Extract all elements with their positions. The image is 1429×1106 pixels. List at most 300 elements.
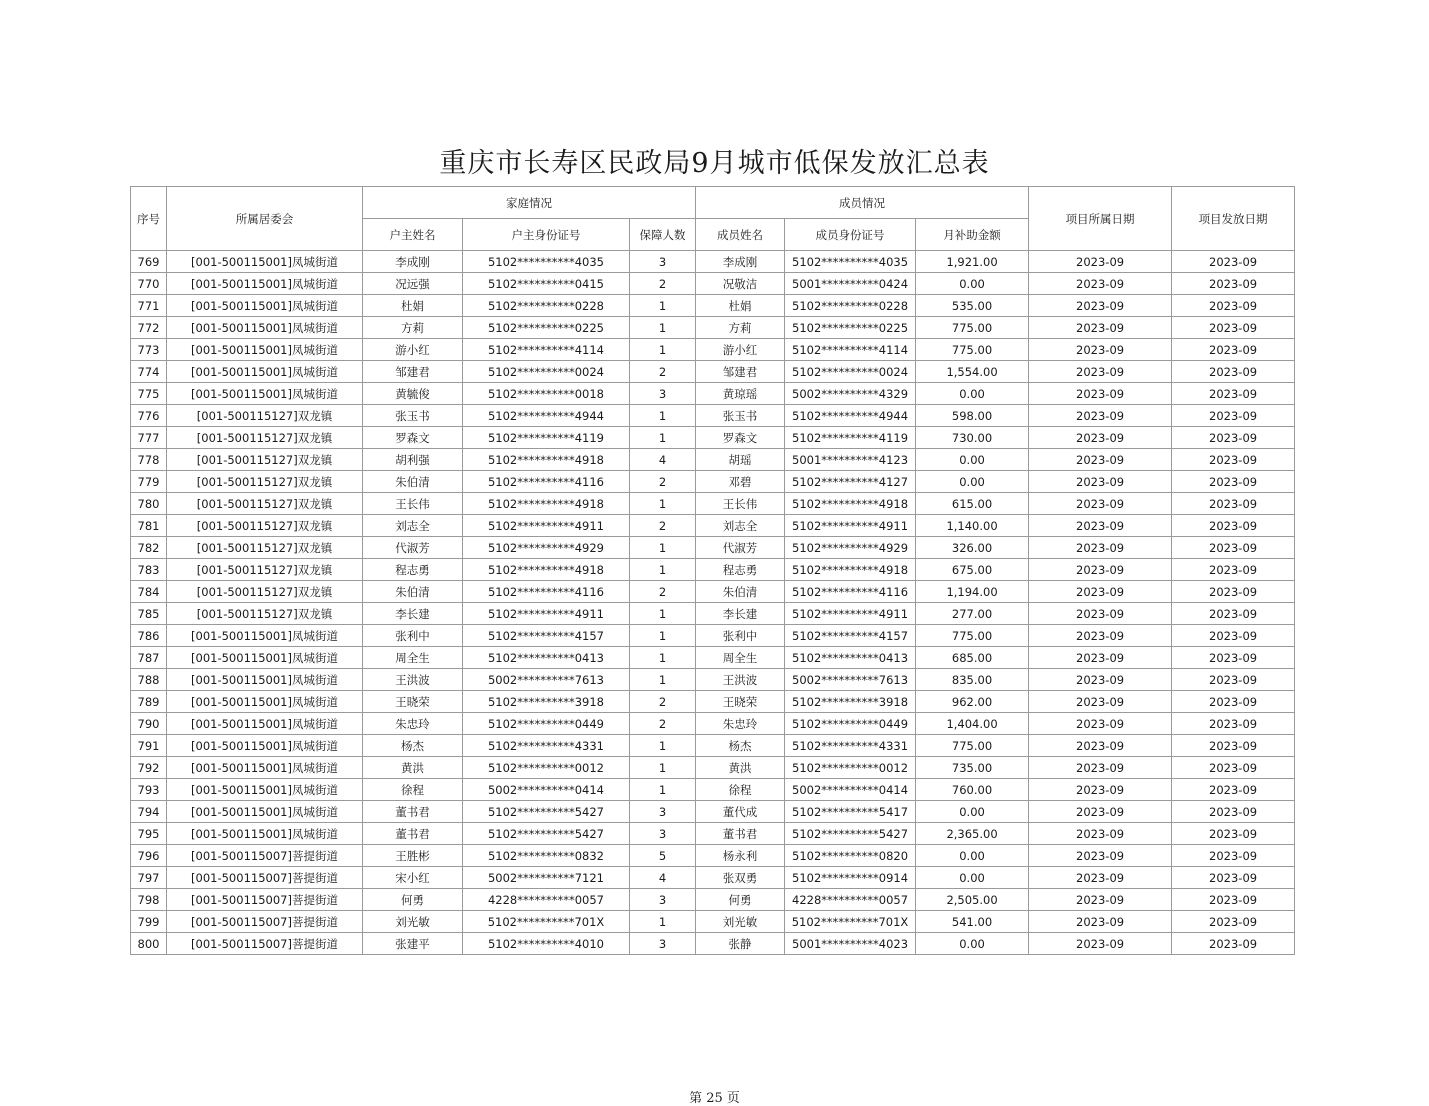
page-title: 重庆市长寿区民政局9月城市低保发放汇总表 — [439, 148, 990, 179]
people-cell: 2 — [630, 273, 696, 295]
people-cell: 4 — [630, 867, 696, 889]
people-cell: 3 — [630, 823, 696, 845]
table-row — [131, 581, 1295, 603]
head-id-cell: 5002**********7121 — [463, 867, 630, 889]
issue-date-cell: 2023-09 — [1172, 295, 1295, 317]
amount-cell: 1,194.00 — [916, 581, 1029, 603]
member-name-cell: 董书君 — [696, 823, 785, 845]
table-row — [131, 867, 1295, 889]
head-name-cell: 方莉 — [363, 317, 463, 339]
member-name-cell: 代淑芳 — [696, 537, 785, 559]
people-cell: 1 — [630, 603, 696, 625]
issue-date-cell: 2023-09 — [1172, 449, 1295, 471]
issue-date-cell: 2023-09 — [1172, 801, 1295, 823]
project-date-cell: 2023-09 — [1029, 273, 1172, 295]
member-name-cell: 朱伯清 — [696, 581, 785, 603]
member-id-cell: 5102**********0024 — [785, 361, 916, 383]
table-row — [131, 757, 1295, 779]
head-name-cell: 胡利强 — [363, 449, 463, 471]
issue-date-cell: 2023-09 — [1172, 823, 1295, 845]
table-row — [131, 801, 1295, 823]
table-row — [131, 933, 1295, 955]
member-id-cell: 5102**********4114 — [785, 339, 916, 361]
table-row — [131, 647, 1295, 669]
amount-cell: 775.00 — [916, 735, 1029, 757]
people-cell: 5 — [630, 845, 696, 867]
committee-cell: [001-500115001]凤城街道 — [167, 251, 363, 273]
head-name-cell: 张利中 — [363, 625, 463, 647]
committee-cell: [001-500115001]凤城街道 — [167, 625, 363, 647]
member-name-cell: 张双勇 — [696, 867, 785, 889]
committee-cell: [001-500115127]双龙镇 — [167, 537, 363, 559]
people-cell: 1 — [630, 339, 696, 361]
issue-date-cell: 2023-09 — [1172, 581, 1295, 603]
issue-date-cell: 2023-09 — [1172, 405, 1295, 427]
member-name-cell: 邹建君 — [696, 361, 785, 383]
people-cell: 2 — [630, 581, 696, 603]
table-row — [131, 295, 1295, 317]
issue-date-cell: 2023-09 — [1172, 845, 1295, 867]
amount-cell: 760.00 — [916, 779, 1029, 801]
seq-cell: 786 — [131, 625, 167, 647]
issue-date-cell: 2023-09 — [1172, 339, 1295, 361]
member-id-cell: 5001**********4023 — [785, 933, 916, 955]
member-id-cell: 5001**********4123 — [785, 449, 916, 471]
head-name-cell: 周全生 — [363, 647, 463, 669]
head-id-cell: 5102**********0413 — [463, 647, 630, 669]
people-cell: 3 — [630, 251, 696, 273]
member-id-cell: 5102**********4918 — [785, 493, 916, 515]
member-name-cell: 游小红 — [696, 339, 785, 361]
amount-cell: 0.00 — [916, 449, 1029, 471]
people-cell: 1 — [630, 735, 696, 757]
head-id-cell: 5102**********4035 — [463, 251, 630, 273]
member-id-cell: 5002**********0414 — [785, 779, 916, 801]
project-date-cell: 2023-09 — [1029, 559, 1172, 581]
page-number: 第 25 页 — [689, 1091, 740, 1106]
seq-cell: 769 — [131, 251, 167, 273]
seq-cell: 784 — [131, 581, 167, 603]
project-date-cell: 2023-09 — [1029, 361, 1172, 383]
member-name-cell: 邓碧 — [696, 471, 785, 493]
head-id-cell: 5102**********4119 — [463, 427, 630, 449]
member-id-cell: 5102**********0914 — [785, 867, 916, 889]
amount-cell: 675.00 — [916, 559, 1029, 581]
head-name-cell: 罗森文 — [363, 427, 463, 449]
amount-cell: 0.00 — [916, 801, 1029, 823]
member-id-cell: 5102**********0413 — [785, 647, 916, 669]
amount-cell: 685.00 — [916, 647, 1029, 669]
head-id-cell: 5102**********0012 — [463, 757, 630, 779]
people-cell: 1 — [630, 779, 696, 801]
member-id-cell: 5102**********4911 — [785, 603, 916, 625]
committee-cell: [001-500115001]凤城街道 — [167, 383, 363, 405]
member-name-cell: 刘光敏 — [696, 911, 785, 933]
head-name-cell: 王胜彬 — [363, 845, 463, 867]
amount-cell: 775.00 — [916, 339, 1029, 361]
header-head-name: 户主姓名 — [363, 219, 463, 251]
head-name-cell: 朱忠玲 — [363, 713, 463, 735]
amount-cell: 0.00 — [916, 383, 1029, 405]
committee-cell: [001-500115127]双龙镇 — [167, 559, 363, 581]
people-cell: 1 — [630, 669, 696, 691]
seq-cell: 792 — [131, 757, 167, 779]
issue-date-cell: 2023-09 — [1172, 251, 1295, 273]
committee-cell: [001-500115001]凤城街道 — [167, 779, 363, 801]
amount-cell: 535.00 — [916, 295, 1029, 317]
people-cell: 3 — [630, 383, 696, 405]
issue-date-cell: 2023-09 — [1172, 427, 1295, 449]
header-head-id: 户主身份证号 — [463, 219, 630, 251]
member-id-cell: 5102**********0228 — [785, 295, 916, 317]
member-name-cell: 朱忠玲 — [696, 713, 785, 735]
seq-cell: 790 — [131, 713, 167, 735]
project-date-cell: 2023-09 — [1029, 647, 1172, 669]
amount-cell: 0.00 — [916, 933, 1029, 955]
head-name-cell: 何勇 — [363, 889, 463, 911]
project-date-cell: 2023-09 — [1029, 845, 1172, 867]
project-date-cell: 2023-09 — [1029, 581, 1172, 603]
seq-cell: 800 — [131, 933, 167, 955]
head-name-cell: 王晓荣 — [363, 691, 463, 713]
committee-cell: [001-500115007]菩提街道 — [167, 845, 363, 867]
people-cell: 2 — [630, 713, 696, 735]
committee-cell: [001-500115001]凤城街道 — [167, 713, 363, 735]
head-id-cell: 4228**********0057 — [463, 889, 630, 911]
member-id-cell: 5102**********4918 — [785, 559, 916, 581]
issue-date-cell: 2023-09 — [1172, 537, 1295, 559]
seq-cell: 778 — [131, 449, 167, 471]
seq-cell: 772 — [131, 317, 167, 339]
head-id-cell: 5102**********701X — [463, 911, 630, 933]
head-id-cell: 5102**********4944 — [463, 405, 630, 427]
project-date-cell: 2023-09 — [1029, 911, 1172, 933]
issue-date-cell: 2023-09 — [1172, 361, 1295, 383]
table-row — [131, 361, 1295, 383]
committee-cell: [001-500115001]凤城街道 — [167, 273, 363, 295]
people-cell: 1 — [630, 757, 696, 779]
member-name-cell: 徐程 — [696, 779, 785, 801]
table-row — [131, 537, 1295, 559]
head-id-cell: 5102**********4010 — [463, 933, 630, 955]
project-date-cell: 2023-09 — [1029, 625, 1172, 647]
issue-date-cell: 2023-09 — [1172, 647, 1295, 669]
member-name-cell: 胡瑶 — [696, 449, 785, 471]
people-cell: 1 — [630, 559, 696, 581]
head-name-cell: 徐程 — [363, 779, 463, 801]
committee-cell: [001-500115127]双龙镇 — [167, 471, 363, 493]
amount-cell: 326.00 — [916, 537, 1029, 559]
project-date-cell: 2023-09 — [1029, 405, 1172, 427]
member-id-cell: 5001**********0424 — [785, 273, 916, 295]
member-id-cell: 4228**********0057 — [785, 889, 916, 911]
head-id-cell: 5002**********7613 — [463, 669, 630, 691]
header-family-group: 家庭情况 — [363, 187, 696, 219]
seq-cell: 781 — [131, 515, 167, 537]
member-id-cell: 5102**********4116 — [785, 581, 916, 603]
head-name-cell: 邹建君 — [363, 361, 463, 383]
amount-cell: 598.00 — [916, 405, 1029, 427]
head-name-cell: 王洪波 — [363, 669, 463, 691]
issue-date-cell: 2023-09 — [1172, 515, 1295, 537]
member-name-cell: 王长伟 — [696, 493, 785, 515]
head-name-cell: 张玉书 — [363, 405, 463, 427]
issue-date-cell: 2023-09 — [1172, 625, 1295, 647]
member-id-cell: 5102**********4911 — [785, 515, 916, 537]
head-id-cell: 5002**********0414 — [463, 779, 630, 801]
member-id-cell: 5002**********4329 — [785, 383, 916, 405]
amount-cell: 2,505.00 — [916, 889, 1029, 911]
seq-cell: 795 — [131, 823, 167, 845]
committee-cell: [001-500115001]凤城街道 — [167, 669, 363, 691]
committee-cell: [001-500115127]双龙镇 — [167, 603, 363, 625]
head-id-cell: 5102**********3918 — [463, 691, 630, 713]
project-date-cell: 2023-09 — [1029, 383, 1172, 405]
table-row — [131, 691, 1295, 713]
seq-cell: 797 — [131, 867, 167, 889]
head-id-cell: 5102**********4918 — [463, 449, 630, 471]
table-row — [131, 603, 1295, 625]
head-name-cell: 刘志全 — [363, 515, 463, 537]
seq-cell: 770 — [131, 273, 167, 295]
member-name-cell: 刘志全 — [696, 515, 785, 537]
header-issue-date: 项目发放日期 — [1172, 187, 1295, 251]
amount-cell: 0.00 — [916, 471, 1029, 493]
member-name-cell: 黄琼瑶 — [696, 383, 785, 405]
people-cell: 1 — [630, 405, 696, 427]
project-date-cell: 2023-09 — [1029, 449, 1172, 471]
member-name-cell: 王晓荣 — [696, 691, 785, 713]
seq-cell: 771 — [131, 295, 167, 317]
amount-cell: 835.00 — [916, 669, 1029, 691]
head-id-cell: 5102**********4929 — [463, 537, 630, 559]
head-name-cell: 朱伯清 — [363, 471, 463, 493]
member-name-cell: 黄洪 — [696, 757, 785, 779]
header-amount: 月补助金额 — [916, 219, 1029, 251]
member-id-cell: 5102**********4035 — [785, 251, 916, 273]
project-date-cell: 2023-09 — [1029, 801, 1172, 823]
member-name-cell: 方莉 — [696, 317, 785, 339]
committee-cell: [001-500115127]双龙镇 — [167, 515, 363, 537]
people-cell: 1 — [630, 317, 696, 339]
head-id-cell: 5102**********0228 — [463, 295, 630, 317]
seq-cell: 788 — [131, 669, 167, 691]
amount-cell: 541.00 — [916, 911, 1029, 933]
seq-cell: 782 — [131, 537, 167, 559]
head-id-cell: 5102**********4116 — [463, 471, 630, 493]
committee-cell: [001-500115001]凤城街道 — [167, 295, 363, 317]
head-name-cell: 游小红 — [363, 339, 463, 361]
allowance-table — [130, 186, 1295, 955]
people-cell: 3 — [630, 889, 696, 911]
seq-cell: 794 — [131, 801, 167, 823]
project-date-cell: 2023-09 — [1029, 713, 1172, 735]
seq-cell: 780 — [131, 493, 167, 515]
head-id-cell: 5102**********4157 — [463, 625, 630, 647]
header-member-id: 成员身份证号 — [785, 219, 916, 251]
table-body — [131, 251, 1295, 955]
seq-cell: 798 — [131, 889, 167, 911]
project-date-cell: 2023-09 — [1029, 339, 1172, 361]
issue-date-cell: 2023-09 — [1172, 471, 1295, 493]
committee-cell: [001-500115007]菩提街道 — [167, 867, 363, 889]
committee-cell: [001-500115001]凤城街道 — [167, 823, 363, 845]
project-date-cell: 2023-09 — [1029, 251, 1172, 273]
amount-cell: 962.00 — [916, 691, 1029, 713]
project-date-cell: 2023-09 — [1029, 317, 1172, 339]
member-id-cell: 5102**********4331 — [785, 735, 916, 757]
people-cell: 2 — [630, 691, 696, 713]
project-date-cell: 2023-09 — [1029, 295, 1172, 317]
seq-cell: 799 — [131, 911, 167, 933]
head-name-cell: 董书君 — [363, 823, 463, 845]
issue-date-cell: 2023-09 — [1172, 779, 1295, 801]
member-name-cell: 张静 — [696, 933, 785, 955]
table-row — [131, 779, 1295, 801]
people-cell: 2 — [630, 471, 696, 493]
amount-cell: 615.00 — [916, 493, 1029, 515]
amount-cell: 775.00 — [916, 317, 1029, 339]
member-name-cell: 杨杰 — [696, 735, 785, 757]
member-name-cell: 李长建 — [696, 603, 785, 625]
people-cell: 4 — [630, 449, 696, 471]
amount-cell: 1,554.00 — [916, 361, 1029, 383]
people-cell: 1 — [630, 295, 696, 317]
head-id-cell: 5102**********0024 — [463, 361, 630, 383]
head-id-cell: 5102**********0832 — [463, 845, 630, 867]
table-row — [131, 493, 1295, 515]
project-date-cell: 2023-09 — [1029, 735, 1172, 757]
committee-cell: [001-500115007]菩提街道 — [167, 933, 363, 955]
project-date-cell: 2023-09 — [1029, 823, 1172, 845]
amount-cell: 730.00 — [916, 427, 1029, 449]
member-id-cell: 5102**********0449 — [785, 713, 916, 735]
head-name-cell: 况远强 — [363, 273, 463, 295]
head-id-cell: 5102**********0225 — [463, 317, 630, 339]
member-name-cell: 杨永利 — [696, 845, 785, 867]
table-row — [131, 251, 1295, 273]
issue-date-cell: 2023-09 — [1172, 493, 1295, 515]
committee-cell: [001-500115001]凤城街道 — [167, 801, 363, 823]
head-name-cell: 李长建 — [363, 603, 463, 625]
issue-date-cell: 2023-09 — [1172, 691, 1295, 713]
people-cell: 3 — [630, 801, 696, 823]
table-row — [131, 669, 1295, 691]
member-id-cell: 5102**********4127 — [785, 471, 916, 493]
issue-date-cell: 2023-09 — [1172, 735, 1295, 757]
head-name-cell: 李成刚 — [363, 251, 463, 273]
amount-cell: 0.00 — [916, 845, 1029, 867]
head-id-cell: 5102**********4114 — [463, 339, 630, 361]
head-name-cell: 宋小红 — [363, 867, 463, 889]
header-member-name: 成员姓名 — [696, 219, 785, 251]
issue-date-cell: 2023-09 — [1172, 669, 1295, 691]
seq-cell: 793 — [131, 779, 167, 801]
member-id-cell: 5102**********0225 — [785, 317, 916, 339]
committee-cell: [001-500115001]凤城街道 — [167, 691, 363, 713]
head-name-cell: 程志勇 — [363, 559, 463, 581]
head-id-cell: 5102**********4911 — [463, 603, 630, 625]
committee-cell: [001-500115127]双龙镇 — [167, 449, 363, 471]
member-name-cell: 况敬洁 — [696, 273, 785, 295]
member-name-cell: 董代成 — [696, 801, 785, 823]
head-name-cell: 代淑芳 — [363, 537, 463, 559]
head-name-cell: 张建平 — [363, 933, 463, 955]
committee-cell: [001-500115001]凤城街道 — [167, 339, 363, 361]
seq-cell: 773 — [131, 339, 167, 361]
member-id-cell: 5102**********701X — [785, 911, 916, 933]
member-id-cell: 5102**********4119 — [785, 427, 916, 449]
header-seq: 序号 — [131, 187, 167, 251]
header-project-date: 项目所属日期 — [1029, 187, 1172, 251]
committee-cell: [001-500115001]凤城街道 — [167, 317, 363, 339]
table-row — [131, 559, 1295, 581]
table-row — [131, 735, 1295, 757]
head-id-cell: 5102**********0018 — [463, 383, 630, 405]
seq-cell: 791 — [131, 735, 167, 757]
member-id-cell: 5102**********5427 — [785, 823, 916, 845]
member-id-cell: 5102**********0820 — [785, 845, 916, 867]
issue-date-cell: 2023-09 — [1172, 889, 1295, 911]
issue-date-cell: 2023-09 — [1172, 317, 1295, 339]
header-member-group: 成员情况 — [696, 187, 1029, 219]
member-name-cell: 周全生 — [696, 647, 785, 669]
project-date-cell: 2023-09 — [1029, 933, 1172, 955]
head-id-cell: 5102**********0449 — [463, 713, 630, 735]
table-row — [131, 515, 1295, 537]
member-name-cell: 罗森文 — [696, 427, 785, 449]
table-row — [131, 427, 1295, 449]
seq-cell: 785 — [131, 603, 167, 625]
committee-cell: [001-500115127]双龙镇 — [167, 493, 363, 515]
people-cell: 1 — [630, 647, 696, 669]
seq-cell: 776 — [131, 405, 167, 427]
head-id-cell: 5102**********4911 — [463, 515, 630, 537]
amount-cell: 775.00 — [916, 625, 1029, 647]
amount-cell: 0.00 — [916, 273, 1029, 295]
member-name-cell: 程志勇 — [696, 559, 785, 581]
member-name-cell: 李成刚 — [696, 251, 785, 273]
header-people: 保障人数 — [630, 219, 696, 251]
head-name-cell: 杨杰 — [363, 735, 463, 757]
member-name-cell: 张利中 — [696, 625, 785, 647]
project-date-cell: 2023-09 — [1029, 493, 1172, 515]
head-name-cell: 朱伯清 — [363, 581, 463, 603]
table-row — [131, 405, 1295, 427]
member-id-cell: 5102**********3918 — [785, 691, 916, 713]
member-name-cell: 杜娟 — [696, 295, 785, 317]
project-date-cell: 2023-09 — [1029, 427, 1172, 449]
table-row — [131, 449, 1295, 471]
people-cell: 3 — [630, 933, 696, 955]
table-row — [131, 383, 1295, 405]
table-row — [131, 471, 1295, 493]
amount-cell: 1,921.00 — [916, 251, 1029, 273]
amount-cell: 1,140.00 — [916, 515, 1029, 537]
table-row — [131, 845, 1295, 867]
committee-cell: [001-500115007]菩提街道 — [167, 889, 363, 911]
head-id-cell: 5102**********4918 — [463, 493, 630, 515]
seq-cell: 787 — [131, 647, 167, 669]
member-id-cell: 5102**********4944 — [785, 405, 916, 427]
seq-cell: 796 — [131, 845, 167, 867]
committee-cell: [001-500115127]双龙镇 — [167, 405, 363, 427]
project-date-cell: 2023-09 — [1029, 889, 1172, 911]
seq-cell: 783 — [131, 559, 167, 581]
head-id-cell: 5102**********4331 — [463, 735, 630, 757]
head-name-cell: 黄毓俊 — [363, 383, 463, 405]
table-row — [131, 823, 1295, 845]
